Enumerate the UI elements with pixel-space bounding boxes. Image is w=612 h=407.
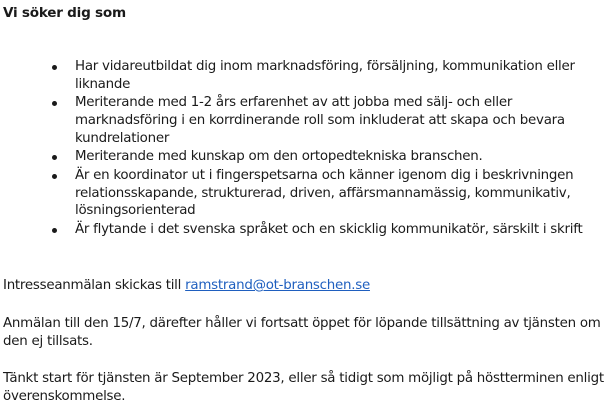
requirement-item: Har vidareutbildat dig inom marknadsföring, försäljning, kommunikation eller liknande xyxy=(0,58,612,93)
email-link[interactable]: ramstrand@ot-branschen.se xyxy=(185,278,370,293)
requirement-item: Är en koordinator ut i fingerspetsarna och känner igenom dig i beskrivningen relationsskapande, strukturerad, driven, affärsmannamässig, kommunikativ, lösningsorienterad xyxy=(0,167,612,220)
requirements-list xyxy=(0,58,612,240)
requirement-item: Meriterande med kunskap om den ortopedtekniska branschen. xyxy=(0,148,612,166)
application-paragraph xyxy=(3,277,608,295)
requirement-item: Meriterande med 1-2 års erfarenhet av att jobba med sälj- och eller marknadsföring i en korrdinerande roll som inkluderat att skapa och bevara kundrelationer xyxy=(0,94,612,147)
deadline-paragraph: Anmälan till den 15/7, därefter håller vi fortsatt öppet för löpande tillsättning av tjänsten om den ej tillsats. xyxy=(3,316,601,349)
section-heading: Vi söker dig som xyxy=(3,5,126,21)
start-date-paragraph: Tänkt start för tjänsten är September 2023, eller så tidigt som möjligt på höstterminen enligt överenskommelse. xyxy=(3,371,604,404)
requirement-item: Är flytande i det svenska språket och en skicklig kommunikatör, särskilt i skrift xyxy=(0,221,612,239)
application-text: Intresseanmälan skickas till xyxy=(3,278,186,293)
